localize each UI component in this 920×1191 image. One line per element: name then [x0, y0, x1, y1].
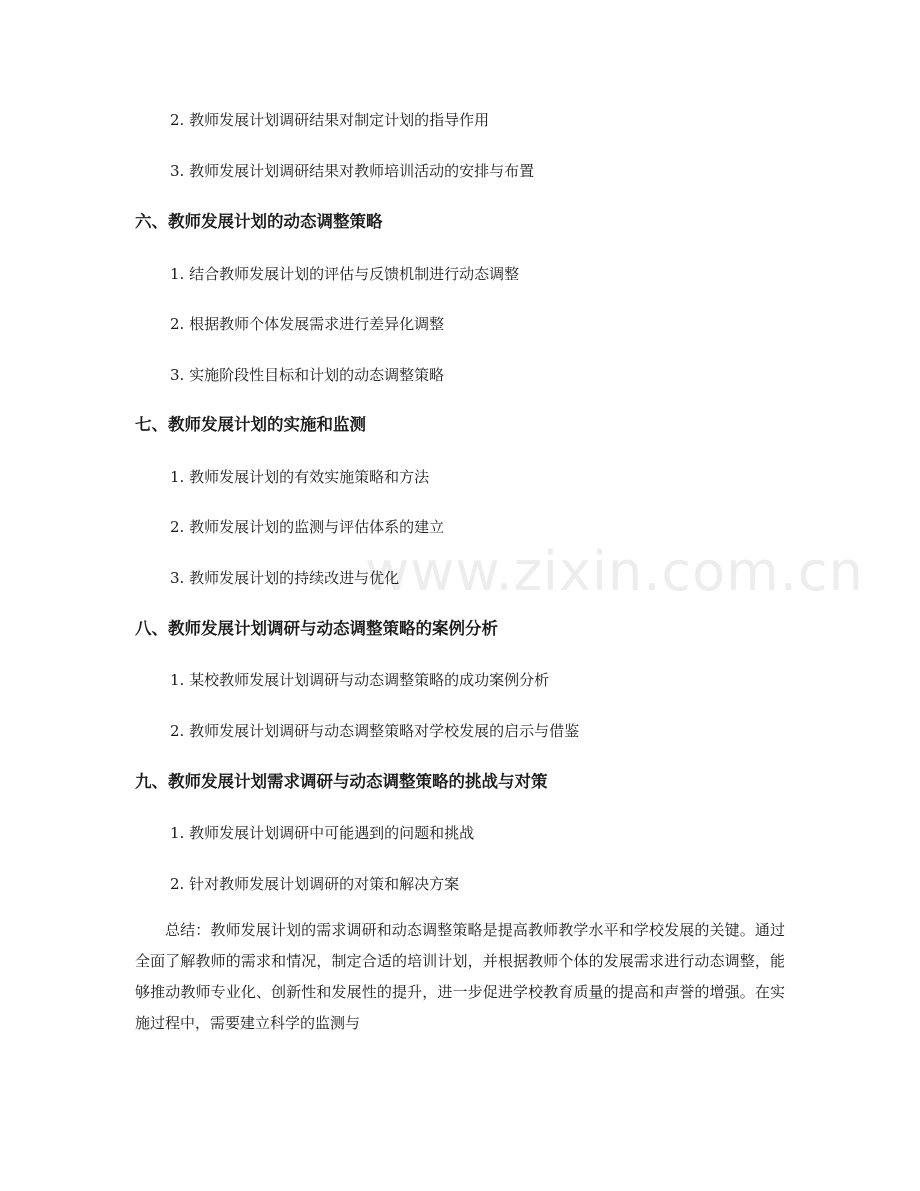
section-heading: 八、教师发展计划调研与动态调整策略的案例分析: [135, 619, 498, 638]
list-item: 2. 教师发展计划调研结果对制定计划的指导作用: [170, 111, 490, 129]
section-heading: 九、教师发展计划需求调研与动态调整策略的挑战与对策: [135, 772, 548, 791]
list-item: 1. 结合教师发展计划的评估与反馈机制进行动态调整: [170, 265, 520, 283]
summary-paragraph: 总结：教师发展计划的需求调研和动态调整策略是提高教师教学水平和学校发展的关键。通过全面了解教师的需求和情况，制定合适的培训计划，并根据教师个体的发展需求进行动态调整，能够推动教师专业化、创新性和发展性的提升，进一步促进学校教育质量的提高和声誉的增强。在实施过程中，需要建立科学的监测与: [135, 921, 785, 1032]
list-item: 2. 根据教师个体发展需求进行差异化调整: [170, 315, 445, 333]
list-item: 2. 针对教师发展计划调研的对策和解决方案: [170, 875, 460, 893]
list-item: 3. 教师发展计划调研结果对教师培训活动的安排与布置: [170, 162, 535, 180]
list-item: 1. 教师发展计划调研中可能遇到的问题和挑战: [170, 824, 475, 842]
list-item: 1. 教师发展计划的有效实施策略和方法: [170, 468, 430, 486]
list-item: 2. 教师发展计划的监测与评估体系的建立: [170, 518, 445, 536]
list-item: 3. 教师发展计划的持续改进与优化: [170, 569, 400, 587]
list-item: 2. 教师发展计划调研与动态调整策略对学校发展的启示与借鉴: [170, 722, 580, 740]
watermark: www.zixin.com.cn: [365, 540, 864, 603]
list-item: 1. 某校教师发展计划调研与动态调整策略的成功案例分析: [170, 671, 550, 689]
section-heading: 六、教师发展计划的动态调整策略: [135, 212, 383, 231]
section-heading: 七、教师发展计划的实施和监测: [135, 415, 366, 434]
list-item: 3. 实施阶段性目标和计划的动态调整策略: [170, 366, 445, 384]
